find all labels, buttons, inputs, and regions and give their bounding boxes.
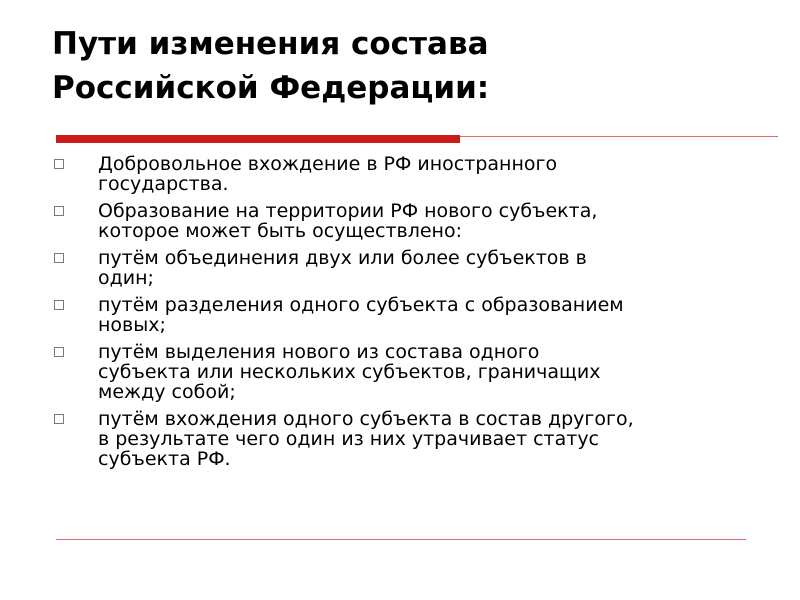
slide-title xyxy=(52,22,772,110)
list-item-line: субъекта РФ. xyxy=(98,448,231,470)
list-item-line: путём разделения одного субъекта с образованием xyxy=(98,294,624,316)
list-item xyxy=(54,248,754,288)
list-item-line: путём выделения нового из состава одного xyxy=(98,341,540,363)
list-item-line: между собой; xyxy=(98,381,236,403)
list-item xyxy=(54,201,754,241)
list-item-line: Образование на территории РФ нового субъекта, xyxy=(98,200,598,222)
list-item xyxy=(54,342,754,402)
square-bullet-icon xyxy=(54,253,64,263)
list-item-line: субъекта или нескольких субъектов, граничащих xyxy=(98,361,601,383)
list-item-line: в результате чего один из них утрачивает статус xyxy=(98,428,600,450)
list-item-line: один; xyxy=(98,267,154,289)
list-item-line: Добровольное вхождение в РФ иностранного xyxy=(98,153,558,175)
square-bullet-icon xyxy=(54,414,64,424)
list-item-line: государства. xyxy=(98,173,229,195)
slide-title-line: Российской Федерации: xyxy=(52,70,490,106)
square-bullet-icon xyxy=(54,347,64,357)
list-item-line: путём вхождения одного субъекта в состав другого, xyxy=(98,408,634,430)
title-accent-bar xyxy=(56,135,460,143)
square-bullet-icon xyxy=(54,159,64,169)
list-item-line: которое может быть осуществлено: xyxy=(98,220,462,242)
bullet-list xyxy=(54,154,754,476)
square-bullet-icon xyxy=(54,300,64,310)
square-bullet-icon xyxy=(54,206,64,216)
list-item-line: путём объединения двух или более субъектов в xyxy=(98,247,587,269)
list-item xyxy=(54,154,754,194)
footer-divider-line xyxy=(56,539,746,540)
slide-title-line: Пути изменения состава xyxy=(52,26,489,62)
list-item-line: новых; xyxy=(98,314,166,336)
list-item xyxy=(54,409,754,469)
list-item xyxy=(54,295,754,335)
